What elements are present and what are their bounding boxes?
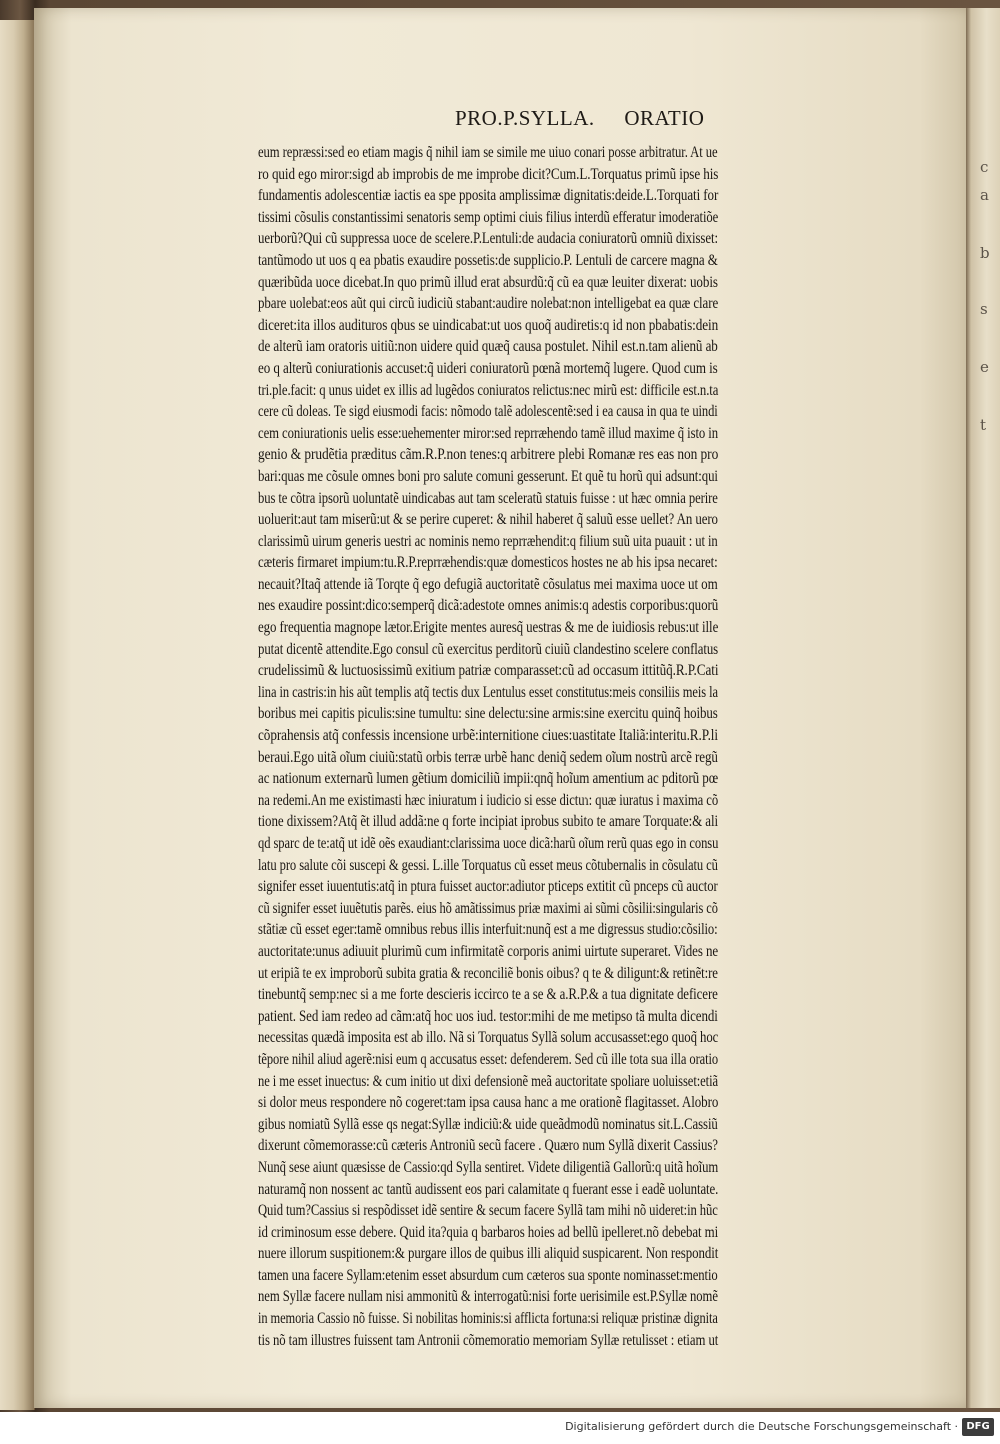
- text-line: si dolor meus respondere nõ cogeret:tam ipsa causa hanc a me orationẽ flagitasset. Alobro: [258, 1094, 719, 1112]
- text-line: tis nõ tam illustres fuissent tam Antronii cõmemoratio memoriam Syllæ retulisset : etiam ut: [258, 1331, 719, 1349]
- text-line: genio & prudẽtia præditus cãm.R.P.non tenes:q arbitrere plebi Romanæ res eas non pro: [258, 446, 719, 464]
- text-line: cũ signifer esset iuuẽtutis parẽs. eius hõ amãtissimus priæ maximi ai sũmi cõsilii:singularis cõ: [258, 899, 718, 917]
- text-line: Quid tum?Cassius si respõdisset idẽ sentire & secum facere Syllã tam mihi nõ uideret:in hũc: [258, 1202, 718, 1220]
- margin-fragment: s: [980, 300, 988, 318]
- text-line: clarissimũ uirum generis uestri ac nominis nemo reprræhendit:q filium suũ uita puauit : ut in: [258, 532, 718, 550]
- footer-bar: [0, 1412, 1000, 1444]
- text-line: cem coniurationis uelis esse:uehementer miror:sed reprræhendo tamẽ illud maxime q̃ isto in: [258, 424, 719, 442]
- text-line: eum repræssi:sed eo etiam magis q̃ nihil iam se simile me uiuo conari posse arbitratur. At ue: [258, 144, 718, 161]
- right-page-fragment: [966, 8, 1000, 1408]
- text-line: qd sparc de te:atq̃ ut idẽ oẽs exaudiant:clarissima uoce dicã:harũ oĩum rerũ quas ego in consu: [258, 835, 719, 852]
- dfg-logo: DFG: [962, 1418, 994, 1436]
- text-line: boribus mei capitis piculis:sine tumultu: sine delectu:sine armis:sine exercitu quinq̃ hoibus: [258, 705, 718, 723]
- text-line: ut eripiã te ex improborũ subita gratia & reconciliẽ bonis oibus? q te & diligunt:& retinẽt:re: [258, 964, 718, 982]
- text-line: na redemi.An me existimasti hæc iniuratum i iudicio si esse dictuɿ: quæ iuratus i maxima cõ: [258, 791, 719, 809]
- funding-note: Digitalisierung gefördert durch die Deutsche Forschungsgemeinschaft ·: [565, 1420, 958, 1433]
- text-line: tione dixissem?Atq̃ ẽt illud addã:ne q forte incipiat iprobus subito te amare Torquate:& ali: [258, 813, 719, 831]
- margin-fragment: t: [980, 416, 987, 434]
- margin-fragment: a: [980, 186, 989, 204]
- text-line: cõprahensis atq̃ confessis incensione urbẽ:internitione ciues:uastitate Italiã:interitu.R.P.li: [258, 727, 718, 745]
- text-line: quæribũda uoce dicebat.In quo primũ illud erat absurdũ:q̃ cũ ea quæ leuiter dixerat: uobis: [258, 273, 718, 291]
- text-line: fundamentis adolescentiæ iactis ea spe pposita amplissimæ dignitatis:deide.L.Torquati for: [258, 187, 719, 205]
- text-line: diceret:ita illos audituros qbus se uindicabat:ut uos quoq̃ audiretis:q id non pbabatis:dein: [258, 316, 719, 334]
- text-line: nem Syllæ facere nullam nisi ammonitũ & interrogatũ:nisi forte uerisimile est.P.Syllæ nomẽ: [258, 1288, 718, 1306]
- text-line: in memoria Cassio nõ fuisse. Si nobilitas hominis:si afflicta fortuna:si reliquæ pristinæ dignita: [258, 1310, 718, 1328]
- text-line: lina in castris:in his aũt templis atq̃ tectis dux Lentulus esset constitutus:meis consiliis meis la: [258, 683, 718, 701]
- text-line: patient. Sed iam redeo ad cãm:atq̃ hoc uos iud. testor:mihi de me metipso tã multa dicendi: [258, 1007, 718, 1025]
- running-head-oratio: ORATIO: [624, 106, 705, 130]
- text-line: cæteris firmaret impium:tu.R.P.reprræhendis:quæ domesticos hostes ne ab his ipsa necaret:: [258, 554, 718, 572]
- text-line: signifer esset iuuentutis:atq̃ in ptura fuisset auctor:adiutor pticeps extitit cũ pnceps cũ auctor: [258, 878, 718, 896]
- text-line: dixerunt cõmemorasse:cũ cæteris Antroniũ secũ facere . Quæro num Syllã dixerit Cassius?: [258, 1137, 718, 1155]
- text-line: beraui.Ego uitã oĩum ciuiũ:statũ orbis terræ urbẽ hanc deniq̃ sedem oĩum nostrũ arcẽ regũ: [258, 748, 718, 766]
- text-line: necessitas quædã imposita est ab illo. Nã si Torquatus Syllã solum accusasset:ego quoq̃ hoc: [258, 1029, 719, 1047]
- text-line: cere cũ doleas. Te sigd eiusmodi facis: nõmodo talẽ adolescentẽ:sed i ea causa in qua te uindi: [258, 403, 718, 421]
- running-head-title: PRO.P.SYLLA.: [455, 106, 595, 130]
- text-line: latu pro salute cõi suscepi & gessi. L.ille Torquatus cũ esset meus cõtubernalis in cõsulatu cũ: [258, 856, 718, 874]
- text-line: de alterũ iam oratoris uitiũ:non uidere quid quæq̃ causa postulet. Nihil est.n.tam alienũ ab: [258, 338, 718, 356]
- text-line: pbare uolebat:eos aũt qui circũ iudiciũ stabant:audire nolebat:non intelligebat ea quæ clare: [258, 295, 719, 313]
- text-line: tamen una facere Syllam:etenim esset absurdum cum cæteros sua sponte nominasset:mentio: [258, 1266, 718, 1284]
- left-page-edge: [0, 20, 35, 1410]
- text-line: naturamq̃ non nossent ac tantũ audissent eos pari calamitate q fuerant esse i eadẽ uoluntate.: [258, 1180, 719, 1198]
- text-line: Nunq̃ sese aiunt quæsisse de Cassio:qd Sylla sentiret. Videte diligentiã Gallorũ:q uitã hoĩum: [258, 1158, 719, 1176]
- text-line: eo q alterũ coniurationis accuset:q̃ uideri coniuratorũ pœnã mortemq̃ lugere. Quod cum is: [258, 359, 718, 377]
- text-line: uoluerit:aut tam miserũ:ut & se perire cuperet: & nihil haberet q̃ saluũ esse uellet? An uero: [258, 511, 718, 529]
- text-line: tinebuntq̃ semp:nec si a me forte descieris iccirco te a se & a.R.P.& a tua dignitate deficere: [258, 986, 718, 1004]
- text-line: necauit?Itaq̃ attende iã Torqte q̃ ego defugiã auctoritatẽ cõsulatus mei maxima uoce ut om: [258, 575, 718, 593]
- text-line: ne i me esset inuectus: & cum initio ut dixi defensionẽ meã auctoritate spoliare uoluisset:etiã: [258, 1072, 719, 1090]
- margin-fragment: b: [980, 244, 990, 262]
- text-line: bus te cõtra ipsorũ uoluntatẽ uindicabas aut tam sceleratũ statuis fuisse : ut hæc omnia perire: [258, 489, 718, 507]
- text-line: id criminosum esse debere. Quid ita?quia q barbaros hoies ad bellũ ipelleret.nõ debebat mi: [258, 1223, 719, 1241]
- text-line: tantũmodo ut uos q ea pbatis exaudire possetis:de supplicio.P. Lentuli de carcere magna &: [258, 251, 718, 269]
- text-line: crudelissimũ & luctuosissimũ exitium patriæ comparasset:cũ ad occasum ittitũq̃.R.P.Cati: [258, 662, 719, 680]
- text-line: tri.ple.facit: q unus uidet ex illis ad lugẽdos coniuratos relictus:nec mirũ est: difficile est.n.ta: [258, 381, 719, 399]
- text-line: putat dicentẽ attendite.Ego consul cũ exercitus perditorũ ciuiũ clandestino scelere conflatus: [258, 640, 719, 658]
- margin-fragment: e: [980, 358, 989, 376]
- text-line: nes exaudire possint:dico:semperq̃ dicã:adestote omnes animis:q adestis corporibus:quorũ: [258, 597, 719, 615]
- text-line: auctoritate:unus adiuuit plurimũ cum infirmitatẽ corporis animi uirtute superaret. Vides ne: [258, 942, 719, 960]
- margin-fragment: c: [980, 158, 989, 176]
- running-head: [455, 106, 704, 131]
- text-line: uerborũ?Qui cũ suppressa uoce de scelere.P.Lentuli:de audacia coniuratorũ omniũ dixisset:: [258, 230, 718, 248]
- text-line: bari:quas me cõsule omnes boni pro salute comuni gesserunt. Et quẽ tu horũ qui adsunt:qui: [258, 467, 718, 485]
- text-line: ro quid ego miror:sigd ab improbis de me improbe dicit?Cum.L.Torquatus primũ ipse his: [258, 165, 719, 183]
- text-line: gibus nomiatũ Syllã esse qs negat:Syllæ indiciũ:& uide queãdmodũ nominatus sit.L.Cassiũ: [258, 1115, 718, 1133]
- text-line: nuere illorum suspitionem:& purgare illos de quibus illi aliquid suspicarent. Non respondit: [258, 1245, 719, 1263]
- text-line: tissimi cõsulis constantissimi senatoris semp optimi ciuis filius interdũ efferatur imoderatiõe: [258, 208, 719, 226]
- text-line: tẽpore nihil aliud agerẽ:nisi eum q accusatus esset: defenderem. Sed cũ ille tota sua illa oratio: [258, 1050, 719, 1068]
- text-line: ac nationum externarũ lumen gẽtium domiciliũ impii:qnq̃ hoĩum amentium ac pditorũ pœ: [258, 770, 719, 788]
- text-line: ego frequentia magnope lætor.Erigite mentes auresq̃ uestras & me de iuidiosis rebus:ut ille: [258, 619, 719, 637]
- text-line: stãtiæ cũ esset eger:tamẽ omnibus rebus illis interfuit:nunq̃ est a me digressus studio:cõsilio:: [258, 921, 718, 939]
- body-text: [258, 142, 718, 1351]
